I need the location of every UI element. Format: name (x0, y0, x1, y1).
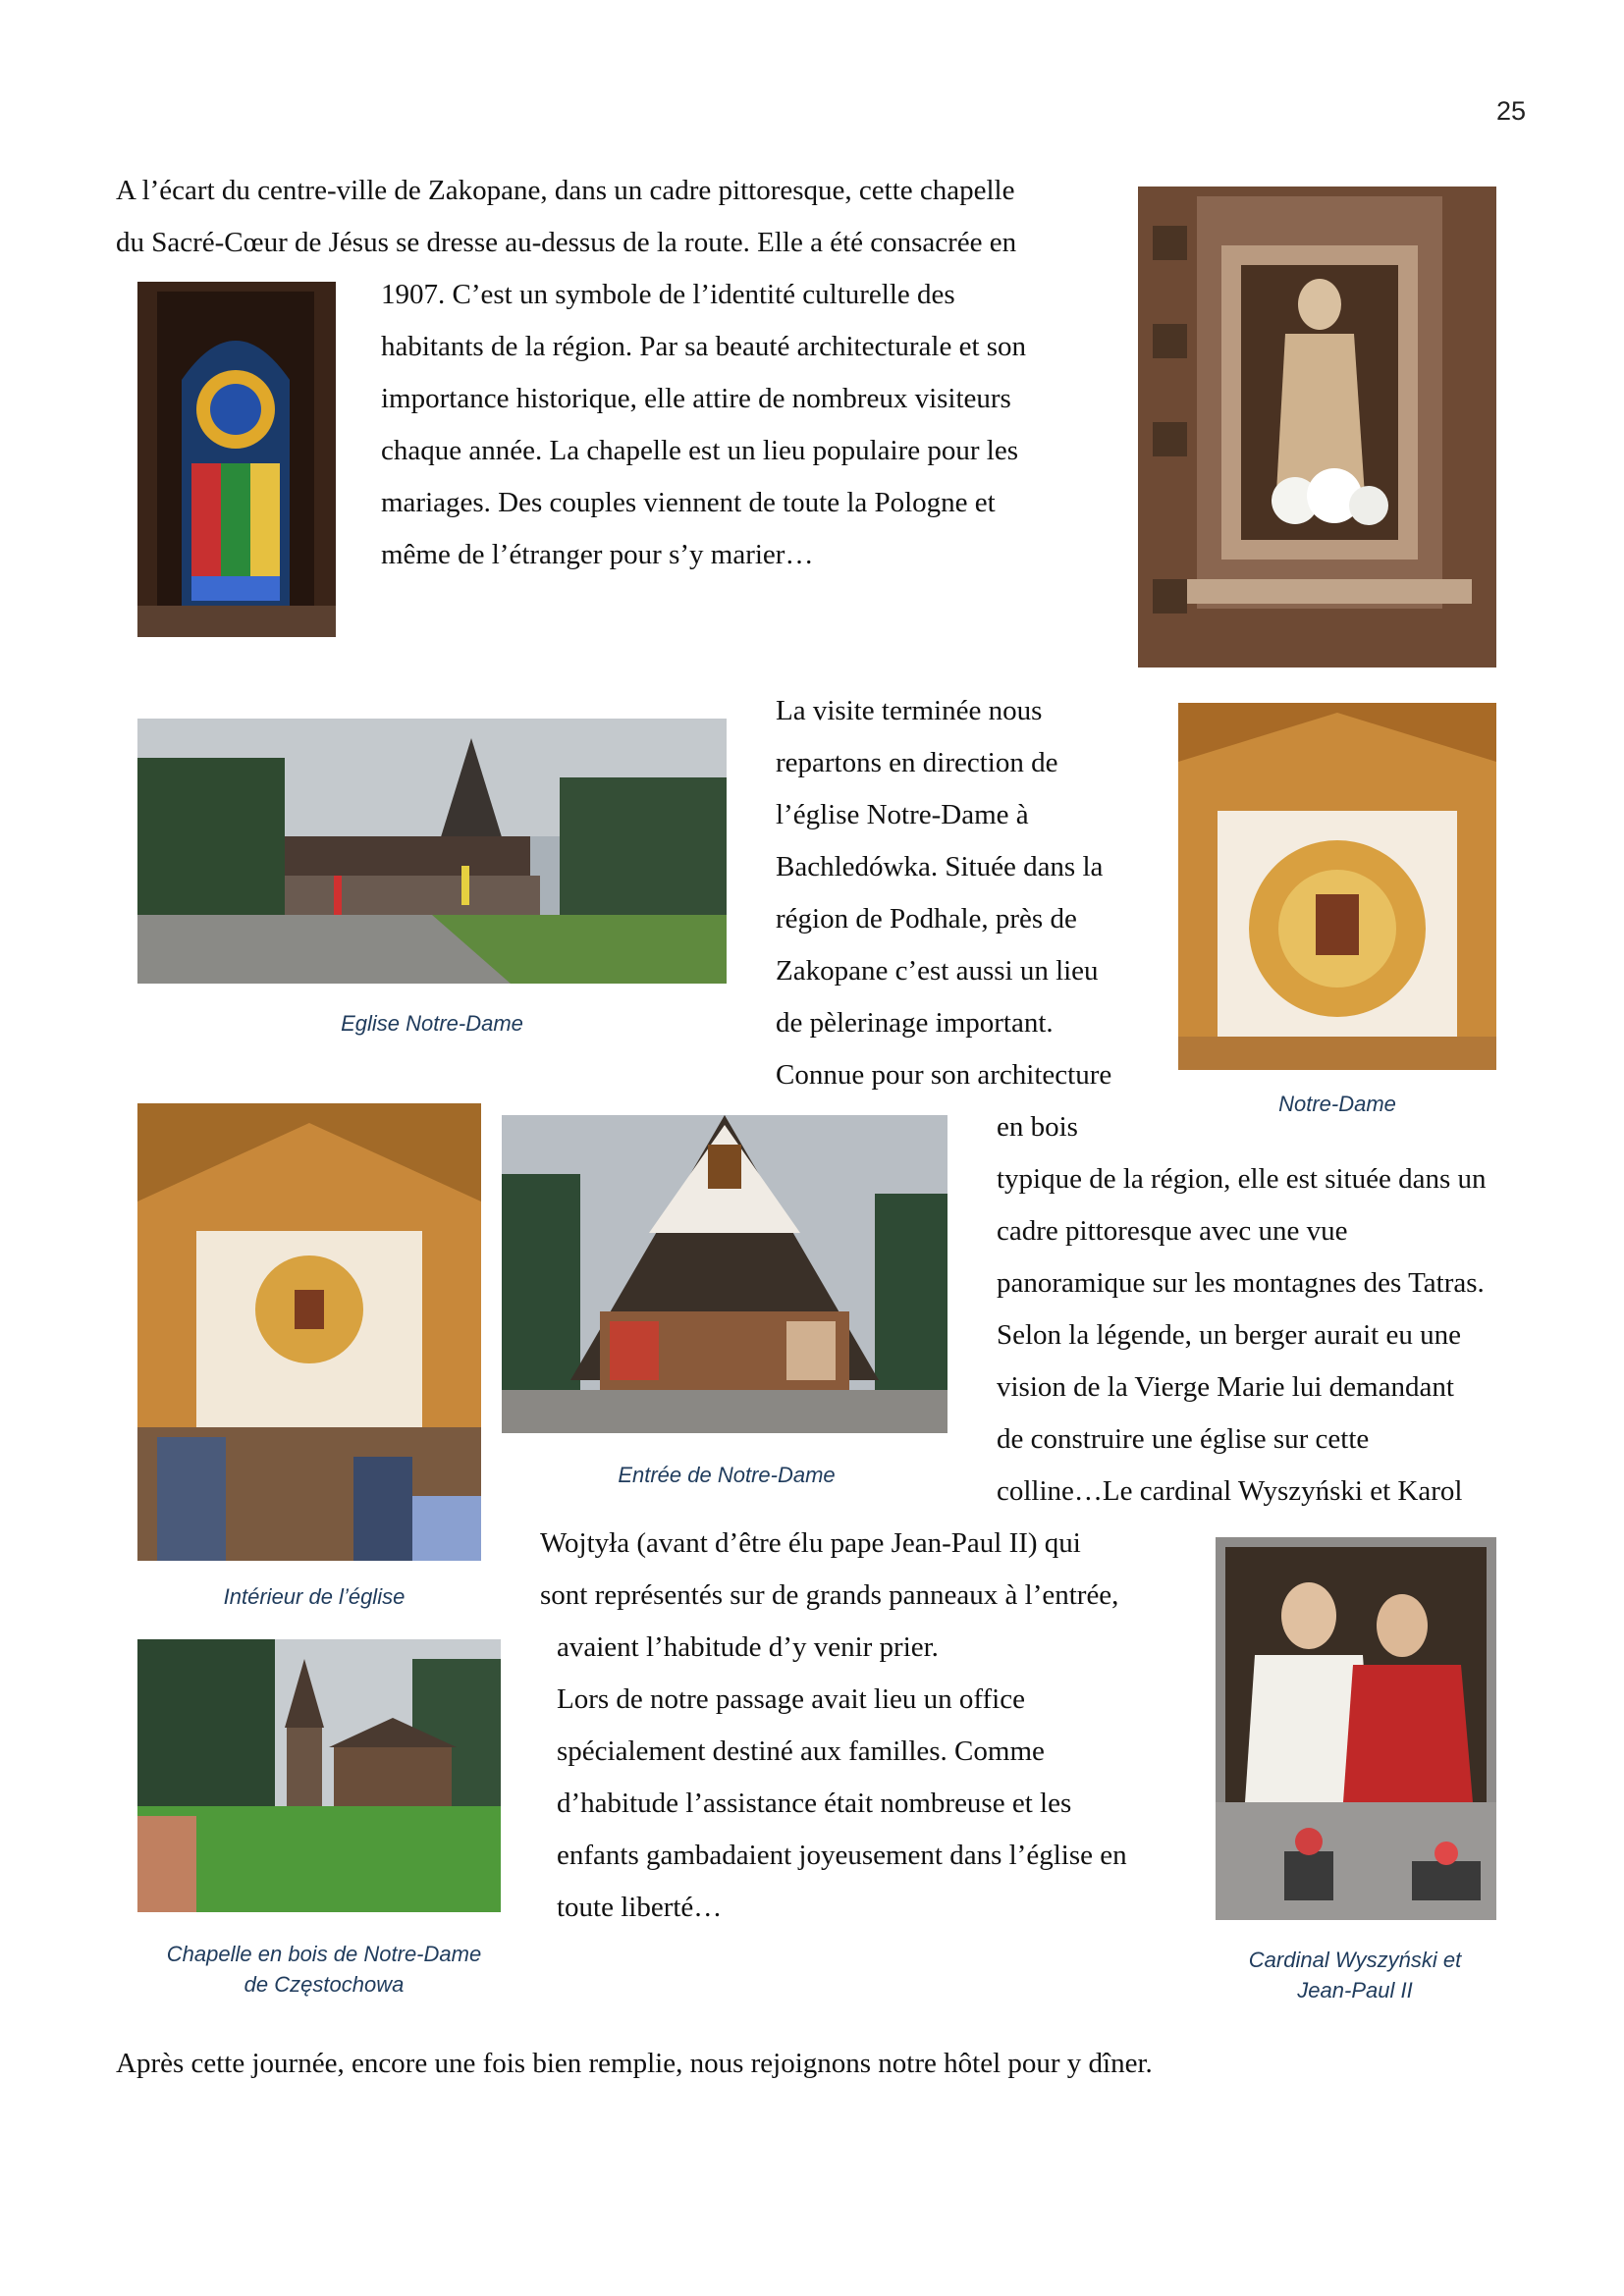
text-line: Wojtyła (avant d’être élu pape Jean-Paul II) qui (540, 1527, 1081, 1559)
text-line: habitants de la région. Par sa beauté architecturale et son (381, 331, 1027, 362)
text-line: La visite terminée nous (776, 695, 1043, 726)
text-line: du Sacré-Cœur de Jésus se dresse au-dessus de la route. Elle a été consacrée en (116, 227, 1017, 258)
text-line: 1907. C’est un symbole de l’identité culturelle des (381, 279, 955, 310)
text-line: cadre pittoresque avec une vue (997, 1215, 1348, 1247)
text-line: Connue pour son architecture (776, 1059, 1112, 1091)
wooden-shrine-photo (1138, 187, 1496, 667)
text-line: avaient l’habitude d’y venir prier. (557, 1631, 939, 1663)
page-number: 25 (1495, 96, 1526, 126)
caption-cardinal-line2: Jean-Paul II (1297, 1978, 1413, 2002)
text-line: repartons en direction de (776, 747, 1058, 778)
text-line: Selon la légende, un berger aurait eu une (997, 1319, 1461, 1351)
text-line: de pèlerinage important. (776, 1007, 1054, 1039)
cardinal-pope-photo (1216, 1537, 1496, 1920)
text-line: A l’écart du centre-ville de Zakopane, dans un cadre pittoresque, cette chapelle (116, 175, 1015, 206)
church-exterior-photo (137, 719, 727, 984)
text-line: spécialement destiné aux familles. Comme (557, 1735, 1045, 1767)
text-line: de construire une église sur cette (997, 1423, 1370, 1455)
text-line: toute liberté… (557, 1892, 723, 1923)
text-line: importance historique, elle attire de nombreux visiteurs (381, 383, 1011, 414)
text-line: Zakopane c’est aussi un lieu (776, 955, 1099, 987)
caption-eglise: Eglise Notre-Dame (341, 1011, 523, 1036)
text-line: Bachledówka. Située dans la (776, 851, 1104, 882)
text-line: chaque année. La chapelle est un lieu populaire pour les (381, 435, 1019, 466)
text-line: panoramique sur les montagnes des Tatras. (997, 1267, 1485, 1299)
caption-entree: Entrée de Notre-Dame (618, 1463, 836, 1487)
text-line: vision de la Vierge Marie lui demandant (997, 1371, 1454, 1403)
text-line: enfants gambadaient joyeusement dans l’église en (557, 1840, 1127, 1871)
closing-line: Après cette journée, encore une fois bien remplie, nous rejoignons notre hôtel pour y dîner. (116, 2048, 1153, 2079)
church-entrance-photo (502, 1115, 947, 1433)
caption-notre-dame: Notre-Dame (1278, 1092, 1396, 1116)
text-line: région de Podhale, près de (776, 903, 1077, 934)
wooden-chapel-photo (137, 1639, 501, 1912)
church-interior-photo (137, 1103, 481, 1561)
notre-dame-altar-photo (1178, 703, 1496, 1070)
caption-interieur: Intérieur de l’église (223, 1584, 406, 1609)
caption-cardinal-line1: Cardinal Wyszyński et (1248, 1948, 1462, 1972)
stained-glass-photo (137, 282, 336, 637)
text-line: même de l’étranger pour s’y marier… (381, 539, 814, 570)
text-line: l’église Notre-Dame à (776, 799, 1029, 830)
text-line: Lors de notre passage avait lieu un office (557, 1683, 1025, 1715)
text-line: mariages. Des couples viennent de toute la Pologne et (381, 487, 996, 518)
text-line: en bois (997, 1111, 1078, 1143)
text-line: typique de la région, elle est située dans un (997, 1163, 1487, 1195)
caption-chapelle-line1: Chapelle en bois de Notre-Dame (166, 1942, 482, 1966)
text-line: sont représentés sur de grands panneaux à l’entrée, (540, 1579, 1119, 1611)
caption-chapelle-line2: de Częstochowa (244, 1972, 405, 1997)
text-line: colline…Le cardinal Wyszyński et Karol (997, 1475, 1463, 1507)
text-line: d’habitude l’assistance était nombreuse et les (557, 1788, 1072, 1819)
